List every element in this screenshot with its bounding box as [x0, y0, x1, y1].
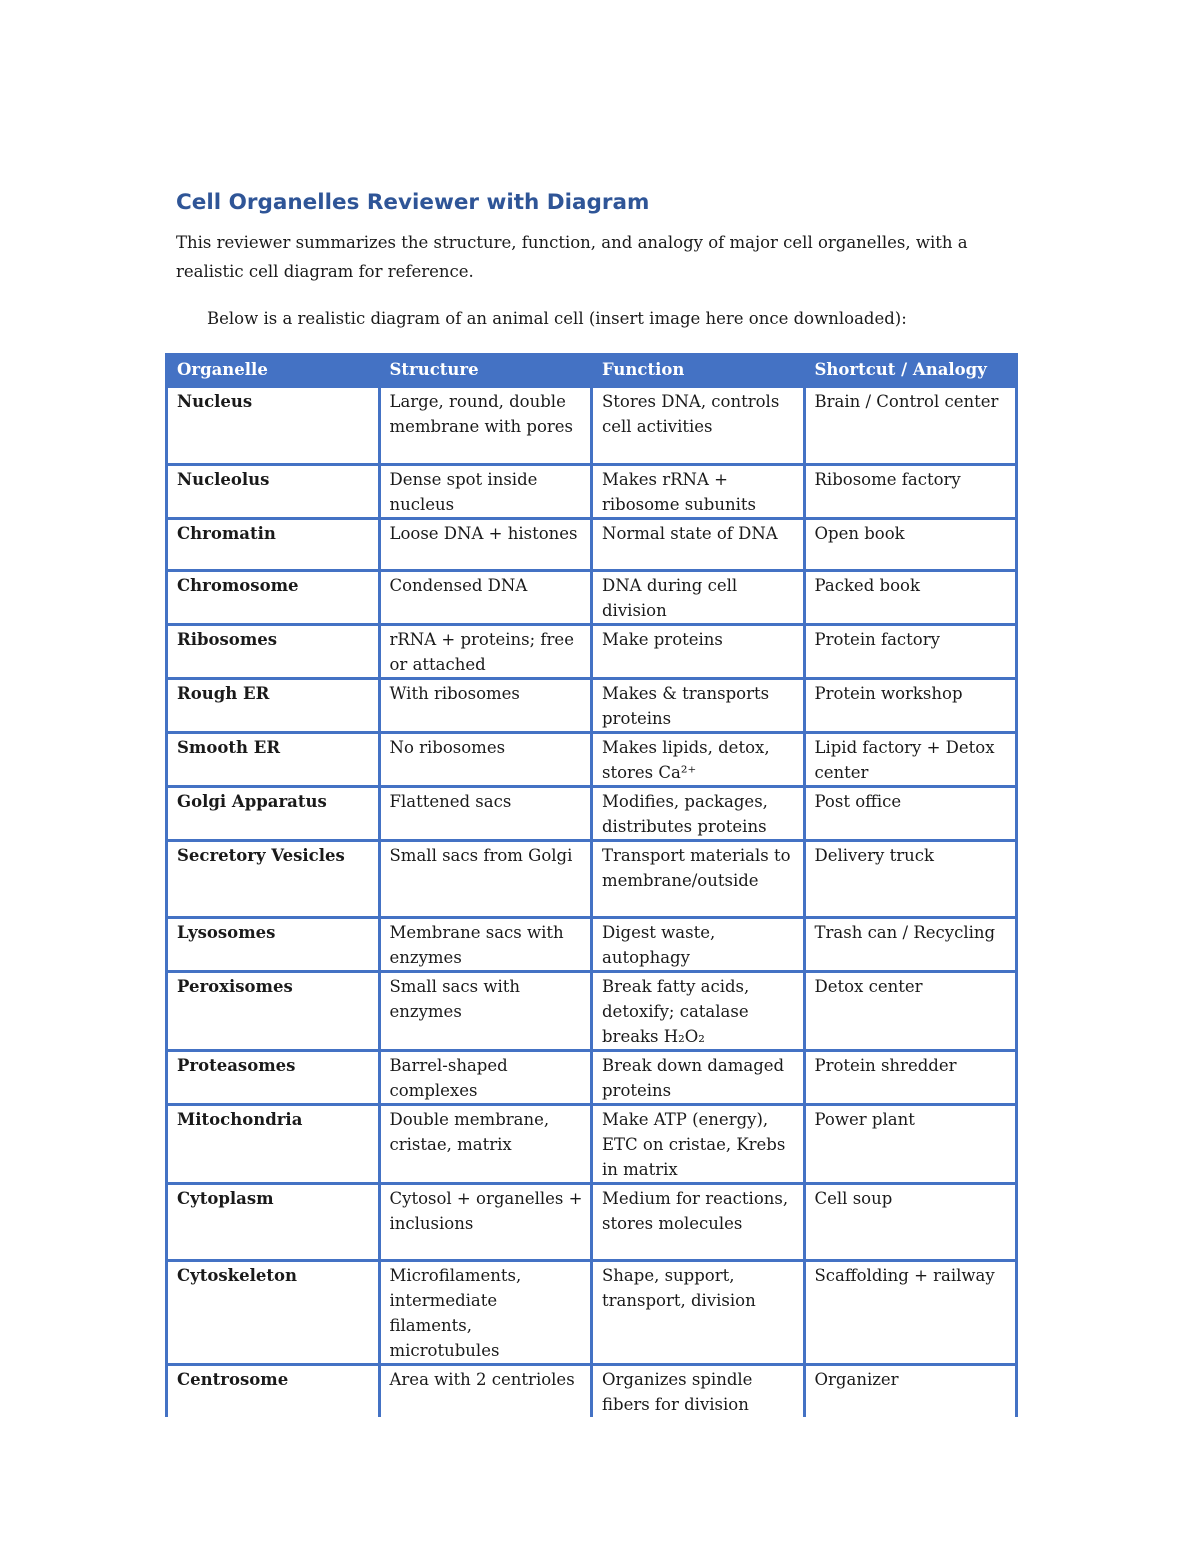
- page-title: Cell Organelles Reviewer with Diagram: [176, 190, 650, 215]
- organelle-analogy: Open book: [804, 519, 1017, 571]
- organelle-name: Nucleus: [167, 387, 380, 465]
- organelle-name: Chromosome: [167, 571, 380, 625]
- organelle-name: Secretory Vesicles: [167, 841, 380, 918]
- organelle-structure: No ribosomes: [379, 733, 592, 787]
- organelle-analogy: Brain / Control center: [804, 387, 1017, 465]
- organelle-name: Mitochondria: [167, 1105, 380, 1184]
- organelle-analogy: Protein factory: [804, 625, 1017, 679]
- table-row: [167, 625, 1017, 679]
- organelle-analogy: Packed book: [804, 571, 1017, 625]
- organelle-analogy: Cell soup: [804, 1184, 1017, 1261]
- organelle-structure: Microfilaments, intermediate filaments, microtubules: [379, 1261, 592, 1365]
- organelle-structure: Double membrane, cristae, matrix: [379, 1105, 592, 1184]
- organelle-function: Digest waste, autophagy: [592, 918, 805, 972]
- organelle-name: Cytoskeleton: [167, 1261, 380, 1365]
- intro-paragraph: This reviewer summarizes the structure, function, and analogy of major cell organelles, with a realistic cell diagram for reference.: [176, 233, 968, 281]
- organelle-name: Ribosomes: [167, 625, 380, 679]
- organelle-name: Cytoplasm: [167, 1184, 380, 1261]
- organelle-function: Transport materials to membrane/outside: [592, 841, 805, 918]
- organelle-analogy: Scaffolding + railway: [804, 1261, 1017, 1365]
- organelle-function: Organizes spindle fibers for division: [592, 1365, 805, 1418]
- organelle-name: Nucleolus: [167, 465, 380, 519]
- organelle-analogy: Protein workshop: [804, 679, 1017, 733]
- table-row: [167, 679, 1017, 733]
- organelle-function: Break fatty acids, detoxify; catalase breaks H₂O₂: [592, 972, 805, 1051]
- table-row: [167, 1105, 1017, 1184]
- organelle-name: Smooth ER: [167, 733, 380, 787]
- organelle-structure: Condensed DNA: [379, 571, 592, 625]
- organelle-function: Normal state of DNA: [592, 519, 805, 571]
- organelle-structure: Small sacs from Golgi: [379, 841, 592, 918]
- organelle-analogy: Trash can / Recycling: [804, 918, 1017, 972]
- table-row: [167, 787, 1017, 841]
- organelle-structure: rRNA + proteins; free or attached: [379, 625, 592, 679]
- organelle-function: Makes & transports proteins: [592, 679, 805, 733]
- organelle-structure: Area with 2 centrioles: [379, 1365, 592, 1418]
- organelle-analogy: Detox center: [804, 972, 1017, 1051]
- organelle-name: Rough ER: [167, 679, 380, 733]
- organelle-name: Proteasomes: [167, 1051, 380, 1105]
- organelle-function: Break down damaged proteins: [592, 1051, 805, 1105]
- organelle-analogy: Ribosome factory: [804, 465, 1017, 519]
- table-row: [167, 841, 1017, 918]
- organelle-table: [165, 353, 1018, 1417]
- table-row: [167, 571, 1017, 625]
- table-row: [167, 519, 1017, 571]
- organelle-analogy: Power plant: [804, 1105, 1017, 1184]
- table-row: [167, 972, 1017, 1051]
- table-header-row: [167, 355, 1017, 387]
- table-row: [167, 918, 1017, 972]
- organelle-structure: Barrel-shaped complexes: [379, 1051, 592, 1105]
- organelle-function: Shape, support, transport, division: [592, 1261, 805, 1365]
- table-row: [167, 1184, 1017, 1261]
- table-row: [167, 1365, 1017, 1418]
- organelle-function: Medium for reactions, stores molecules: [592, 1184, 805, 1261]
- table-row: [167, 1261, 1017, 1365]
- organelle-structure: Dense spot inside nucleus: [379, 465, 592, 519]
- organelle-name: Lysosomes: [167, 918, 380, 972]
- table-row: [167, 1051, 1017, 1105]
- organelle-function: Make proteins: [592, 625, 805, 679]
- organelle-analogy: Organizer: [804, 1365, 1017, 1418]
- organelle-function: Make ATP (energy), ETC on cristae, Krebs in matrix: [592, 1105, 805, 1184]
- organelle-structure: With ribosomes: [379, 679, 592, 733]
- header-organelle: Organelle: [167, 355, 380, 387]
- organelle-name: Centrosome: [167, 1365, 380, 1418]
- header-structure: Structure: [379, 355, 592, 387]
- organelle-function: DNA during cell division: [592, 571, 805, 625]
- organelle-function: Makes lipids, detox, stores Ca²⁺: [592, 733, 805, 787]
- organelle-structure: Flattened sacs: [379, 787, 592, 841]
- diagram-note: Below is a realistic diagram of an animal cell (insert image here once downloaded):: [207, 309, 907, 328]
- table-row: [167, 387, 1017, 465]
- organelle-structure: Loose DNA + histones: [379, 519, 592, 571]
- organelle-analogy: Lipid factory + Detox center: [804, 733, 1017, 787]
- header-analogy: Shortcut / Analogy: [804, 355, 1017, 387]
- organelle-structure: Large, round, double membrane with pores: [379, 387, 592, 465]
- organelle-function: Stores DNA, controls cell activities: [592, 387, 805, 465]
- table-row: [167, 465, 1017, 519]
- organelle-name: Chromatin: [167, 519, 380, 571]
- organelle-function: Makes rRNA + ribosome subunits: [592, 465, 805, 519]
- organelle-analogy: Delivery truck: [804, 841, 1017, 918]
- organelle-structure: Cytosol + organelles + inclusions: [379, 1184, 592, 1261]
- table-row: [167, 733, 1017, 787]
- organelle-function: Modifies, packages, distributes proteins: [592, 787, 805, 841]
- organelle-name: Peroxisomes: [167, 972, 380, 1051]
- organelle-structure: Small sacs with enzymes: [379, 972, 592, 1051]
- organelle-analogy: Post office: [804, 787, 1017, 841]
- header-function: Function: [592, 355, 805, 387]
- organelle-structure: Membrane sacs with enzymes: [379, 918, 592, 972]
- organelle-analogy: Protein shredder: [804, 1051, 1017, 1105]
- organelle-name: Golgi Apparatus: [167, 787, 380, 841]
